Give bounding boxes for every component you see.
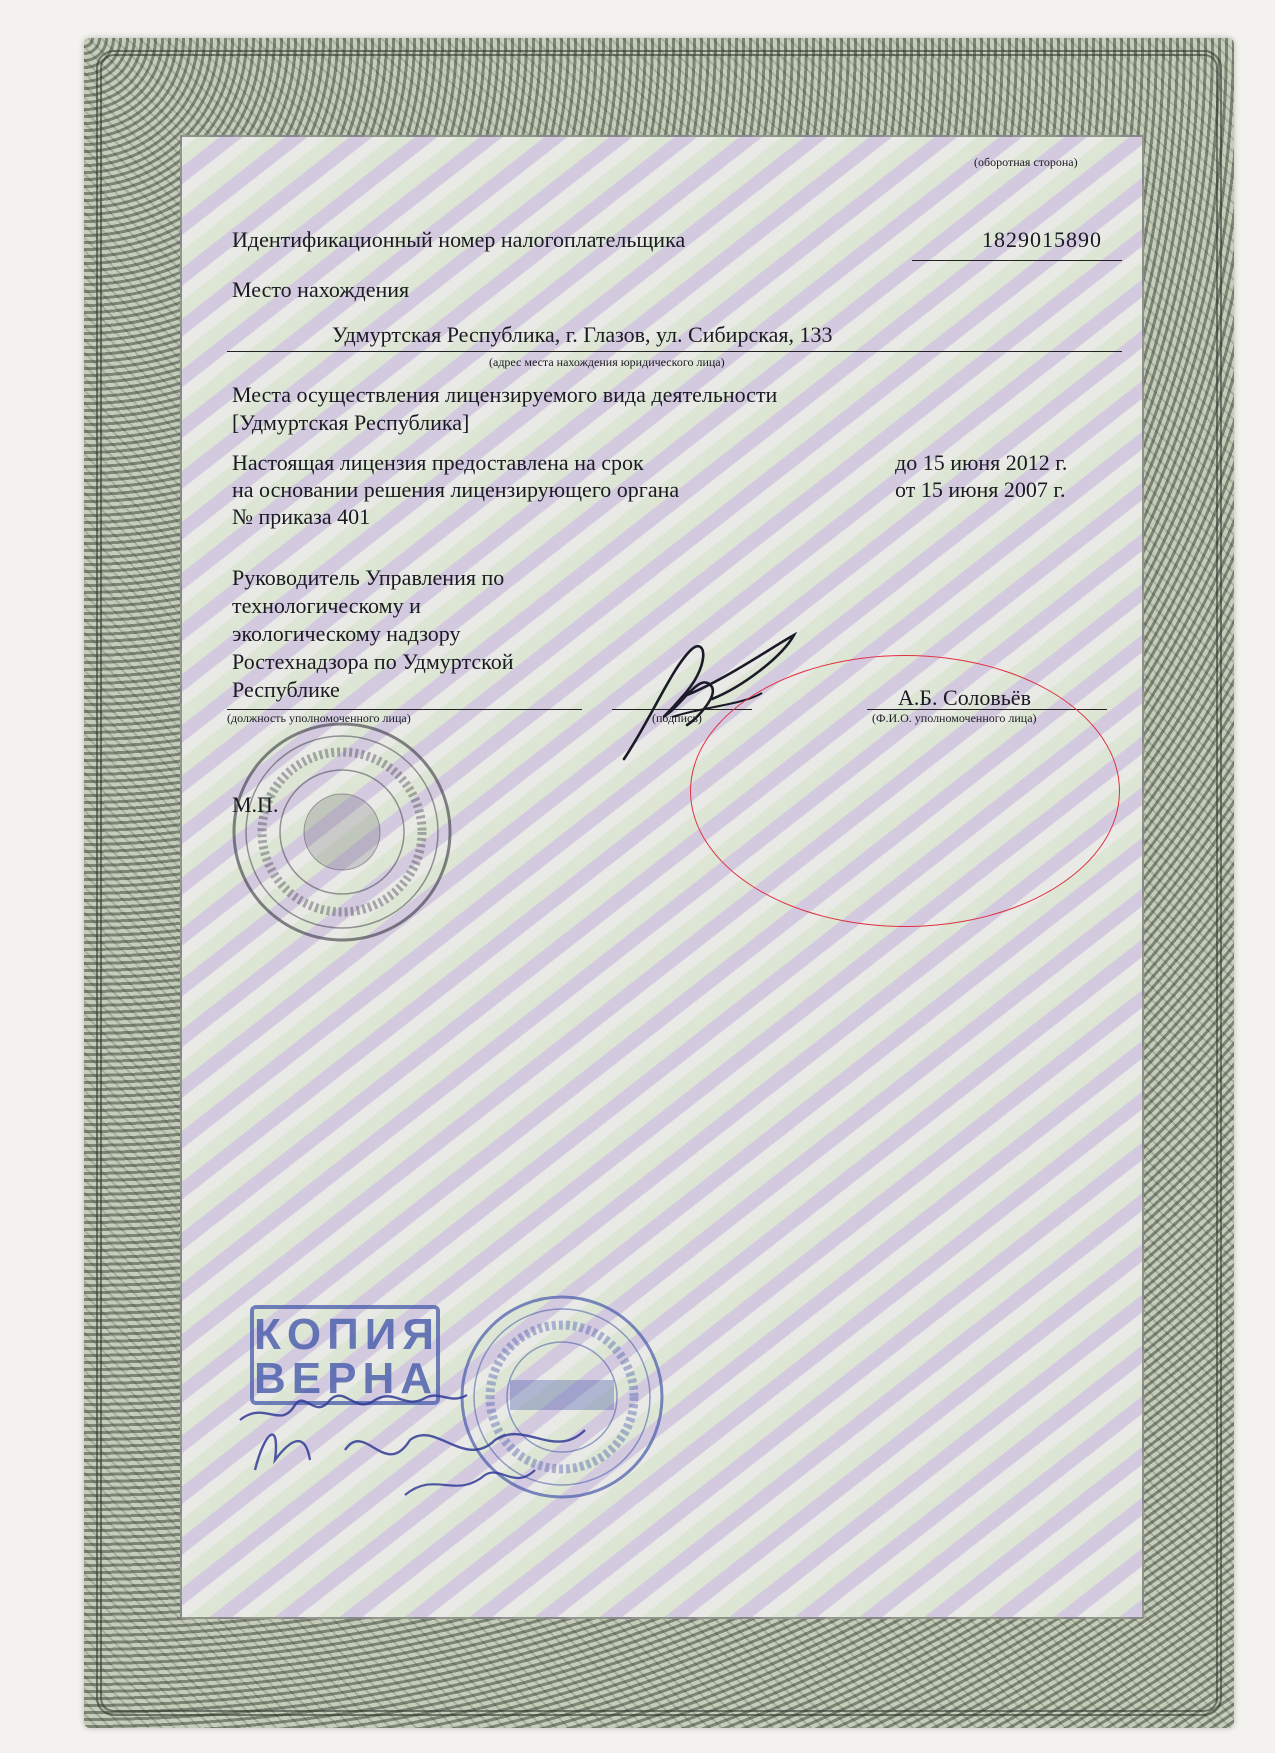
position-line: технологическому и xyxy=(232,593,421,618)
position-block xyxy=(232,564,514,704)
side-note: (оборотная сторона) xyxy=(974,155,1078,169)
stamp-line: КОПИЯ xyxy=(254,1310,440,1359)
position-line: Республике xyxy=(232,677,340,702)
position-line: экологическому надзору xyxy=(232,621,461,646)
name-caption: (Ф.И.О. уполномоченного лица) xyxy=(872,711,1037,725)
address-caption: (адрес места нахождения юридического лица) xyxy=(489,355,725,369)
inn-label: Идентификационный номер налогоплательщика xyxy=(232,227,686,252)
location-label: Место нахождения xyxy=(232,277,410,302)
signature-caption: (подпись) xyxy=(652,711,702,725)
basis-label: на основании решения лицензирующего органа xyxy=(232,477,680,502)
position-caption: (должность уполномоченного лица) xyxy=(227,711,411,725)
address-value: Удмуртская Республика, г. Глазов, ул. Сибирская, 133 xyxy=(332,322,833,347)
activity-label: Места осуществления лицензируемого вида деятельности xyxy=(232,382,778,407)
term-label: Настоящая лицензия предоставлена на срок xyxy=(232,450,644,475)
certifier-signature xyxy=(235,1360,655,1510)
inn-underline xyxy=(912,260,1122,261)
signer-name: А.Б. Соловьёв xyxy=(898,685,1031,710)
position-line: Руководитель Управления по xyxy=(232,565,505,590)
inn-value: 1829015890 xyxy=(982,227,1102,252)
address-underline xyxy=(227,351,1122,352)
order-label: № приказа 401 xyxy=(232,504,371,529)
position-underline xyxy=(227,709,582,710)
stamp-line: ВЕРНА xyxy=(254,1354,439,1403)
seal-label: М.П. xyxy=(232,792,279,817)
term-value: до 15 июня 2012 г. xyxy=(895,450,1068,475)
position-line: Ростехнадзора по Удмуртской xyxy=(232,649,514,674)
basis-value: от 15 июня 2007 г. xyxy=(895,477,1066,502)
activity-value: [Удмуртская Республика] xyxy=(232,410,470,435)
official-seal xyxy=(227,717,457,947)
signature-highlight-ring xyxy=(690,655,1120,927)
